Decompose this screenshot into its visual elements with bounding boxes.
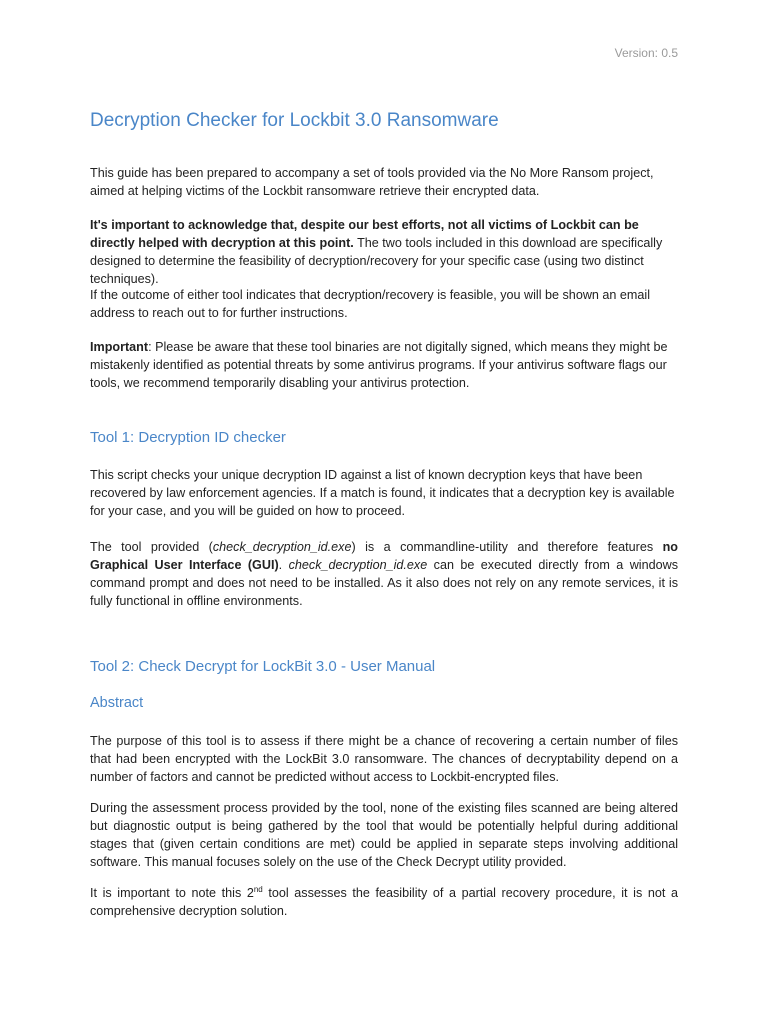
tool1-text-2a: The tool provided ( (90, 540, 213, 554)
important-text: : Please be aware that these tool binaries are not digitally signed, which means they might be mistakenly identified as potential threats by some antivirus programs. If your antivirus software flags our tools, we recommend temporarily disabling your antivirus protection. (90, 340, 668, 390)
tool1-text-2b: ) is a commandline-utility and therefore features (351, 540, 663, 554)
intro-text-1: This guide has been prepared to accompany a set of tools provided via the No More Ransom project, aimed at helping victims of the Lockbit ransomware retrieve their encrypted data. (90, 166, 654, 198)
version-label: Version: 0.5 (614, 46, 678, 60)
tool2-paragraph-3 (90, 884, 678, 920)
tool2-paragraph-2 (90, 799, 678, 871)
intro-paragraph-2 (90, 216, 678, 288)
no-gui-emphasis: no Graphical User Interface (GUI) (90, 540, 678, 572)
tool2-paragraph-1 (90, 732, 678, 786)
intro-paragraph-4 (90, 338, 678, 392)
tool1-text-1: This script checks your unique decryption ID against a list of known decryption keys that have been recovered by law enforcement agencies. If a match is found, it indicates that a decryption key is available for your case, and you will be guided on how to proceed. (90, 468, 675, 518)
tool1-paragraph-2 (90, 538, 678, 610)
tool1-heading: Tool 1: Decryption ID checker (90, 429, 286, 446)
intro-text-3: If the outcome of either tool indicates that decryption/recovery is feasible, you will be shown an email address to reach out to for further instructions. (90, 288, 651, 320)
tool2-text-1: The purpose of this tool is to assess if there might be a chance of recovering a certain number of files that had been encrypted with the LockBit 3.0 ransomware. The chances of decryptability depend on a number of factors and cannot be predicted without access to Lockbit-encrypted files. (90, 734, 678, 784)
tool2-heading: Tool 2: Check Decrypt for LockBit 3.0 - User Manual (90, 658, 436, 675)
intro-emphasis: It's important to acknowledge that, despite our best efforts, not all victims of Lockbit can be directly helped with decryption at this point. (90, 218, 639, 250)
exe-name: check_decryption_id.exe (212, 540, 352, 554)
tool2-text-2: During the assessment process provided by the tool, none of the existing files scanned are being altered but diagnostic output is being gathered by the tool that would be potentially helpful during additional stages that (given certain conditions are met) could be applied in separate steps involving additional software. This manual focuses solely on the use of the Check Decrypt utility provided. (90, 801, 678, 869)
tool1-paragraph-1 (90, 466, 678, 520)
abstract-heading: Abstract (90, 695, 144, 711)
intro-paragraph-3 (90, 286, 678, 322)
important-label: Important (90, 340, 149, 354)
exe-name: check_decryption_id.exe (288, 558, 428, 572)
intro-paragraph-1 (90, 164, 678, 200)
document-title: Decryption Checker for Lockbit 3.0 Ransomware (90, 110, 499, 131)
tool1-text-2d: can be executed directly from a windows command prompt and does not need to be installed. As it also does not rely on any remote services, it is fully functional in offline environments. (90, 558, 678, 608)
tool1-text-2c: . (278, 558, 289, 572)
tool2-text-3b: tool assesses the feasibility of a partial recovery procedure, it is not a comprehensive decryption solution. (90, 886, 678, 918)
ordinal-superscript: nd (253, 884, 263, 894)
intro-text-2: The two tools included in this download are specifically designed to determine the feasibility of decryption/recovery for your specific case (using two distinct techniques). (90, 236, 663, 286)
tool2-text-3a: It is important to note this 2 (90, 886, 254, 900)
